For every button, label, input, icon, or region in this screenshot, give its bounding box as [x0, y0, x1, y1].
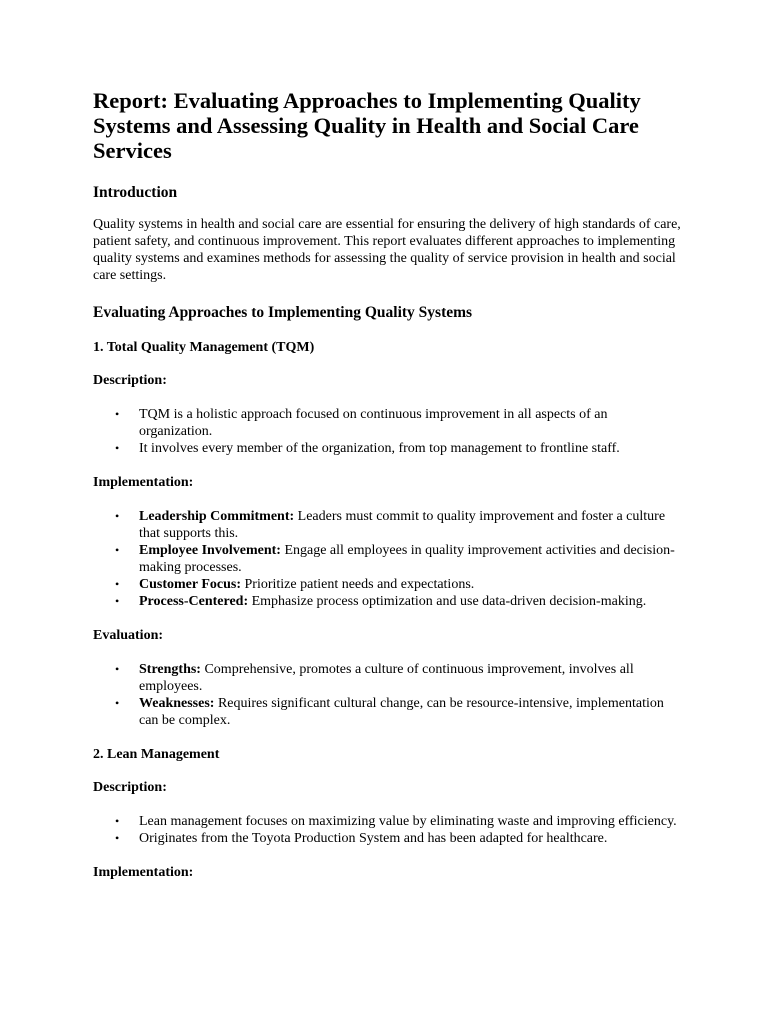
list-item-term: Weaknesses: — [139, 696, 215, 711]
list-item — [93, 576, 683, 593]
lean-implementation-label: Implementation: — [93, 865, 194, 880]
list-item-term: Leadership Commitment: — [139, 509, 295, 524]
list-item-text: Lean management focuses on maximizing value by eliminating waste and improving efficiency. — [139, 814, 677, 829]
tqm-description-label: Description: — [93, 373, 167, 388]
tqm-implementation-label: Implementation: — [93, 475, 194, 490]
tqm-description-list — [93, 406, 683, 457]
bullet-icon: • — [115, 577, 120, 591]
list-item — [93, 593, 683, 610]
list-item-text: Leaders must commit to quality improvement and foster a culture that supports this. — [139, 509, 666, 541]
document-page — [93, 88, 683, 898]
list-item — [93, 406, 683, 440]
bullet-icon: • — [115, 407, 120, 421]
lean-heading: 2. Lean Management — [93, 747, 220, 762]
list-item-text: Requires significant cultural change, can be resource-intensive, implementation can be complex. — [139, 696, 664, 728]
bullet-icon: • — [115, 543, 120, 557]
list-item-text: Engage all employees in quality improvement activities and decision-making processes. — [139, 543, 675, 575]
bullet-icon: • — [115, 696, 120, 710]
list-item-text: Emphasize process optimization and use data-driven decision-making. — [248, 594, 647, 609]
bullet-icon: • — [115, 831, 120, 845]
list-item-term: Employee Involvement: — [139, 543, 281, 558]
list-item-term: Strengths: — [139, 662, 201, 677]
section-heading: Evaluating Approaches to Implementing Quality Systems — [93, 304, 473, 321]
list-item-text: Originates from the Toyota Production System and has been adapted for healthcare. — [139, 831, 608, 846]
bullet-icon: • — [115, 441, 120, 455]
bullet-icon: • — [115, 814, 120, 828]
list-item — [93, 508, 683, 542]
list-item — [93, 542, 683, 576]
list-item-term: Customer Focus: — [139, 577, 242, 592]
lean-description-label: Description: — [93, 780, 167, 795]
tqm-evaluation-list — [93, 661, 683, 729]
intro-heading: Introduction — [93, 184, 178, 201]
tqm-implementation-list — [93, 508, 683, 610]
list-item-text: Prioritize patient needs and expectations. — [241, 577, 475, 592]
report-title: Report: Evaluating Approaches to Implementing Quality Systems and Assessing Quality in Health and Social Care Services — [93, 88, 641, 163]
bullet-icon: • — [115, 594, 120, 608]
list-item-text: TQM is a holistic approach focused on continuous improvement in all aspects of an organization. — [139, 407, 608, 439]
list-item-text: Comprehensive, promotes a culture of continuous improvement, involves all employees. — [139, 662, 634, 694]
tqm-heading: 1. Total Quality Management (TQM) — [93, 340, 315, 355]
list-item — [93, 830, 683, 847]
list-item — [93, 695, 683, 729]
list-item — [93, 661, 683, 695]
bullet-icon: • — [115, 662, 120, 676]
tqm-evaluation-label: Evaluation: — [93, 628, 164, 643]
list-item — [93, 813, 683, 830]
bullet-icon: • — [115, 509, 120, 523]
intro-paragraph: Quality systems in health and social care are essential for ensuring the delivery of high standards of care, patient safety, and continuous improvement. This report evaluates different approaches to implementing quality systems and examines methods for assessing the quality of service provision in health and social care settings. — [93, 217, 681, 283]
list-item-term: Process-Centered: — [139, 594, 249, 609]
list-item — [93, 440, 683, 457]
lean-description-list — [93, 813, 683, 847]
list-item-text: It involves every member of the organization, from top management to frontline staff. — [139, 441, 620, 456]
